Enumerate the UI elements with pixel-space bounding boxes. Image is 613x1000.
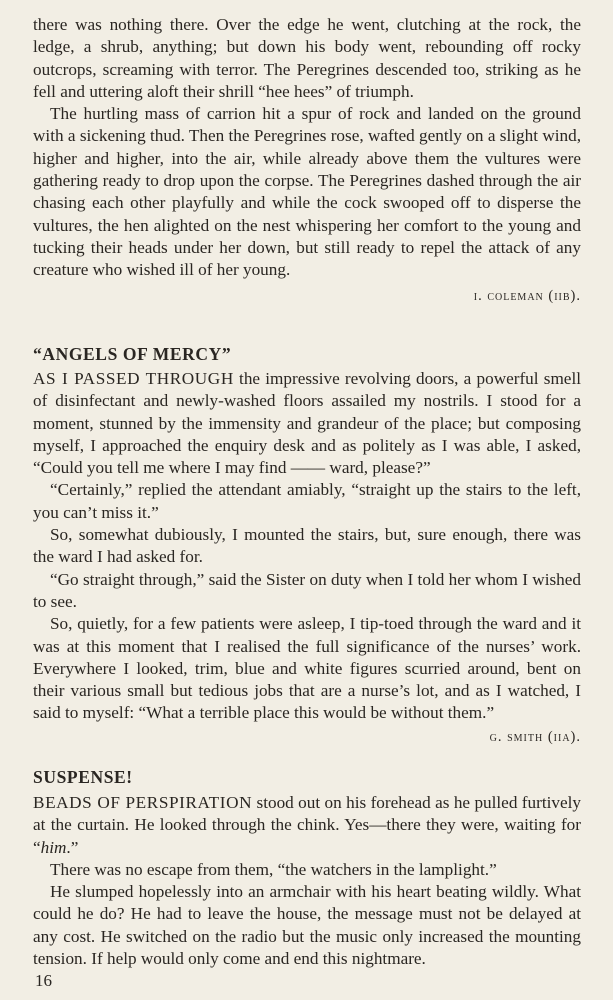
lead-in: AS I PASSED THROUGH — [33, 369, 234, 388]
paragraph: So, somewhat dubiously, I mounted the stairs, but, sure enough, there was the ward I had asked for. — [33, 525, 581, 567]
story-title: “ANGELS OF MERCY” — [33, 344, 232, 364]
paragraph: He slumped hopelessly into an armchair with his heart beating wildly. What could he do? He had to leave the house, the message must not be delayed at any cost. He switched on the radio but the music only increased the mounting tension. If help would only come and end this nightmare. — [33, 882, 581, 969]
paragraph: “Go straight through,” said the Sister on duty when I told her whom I wished to see. — [33, 569, 581, 611]
paragraph: “Certainly,” replied the attendant amiably, “straight up the stairs to the left, you can’t miss it.” — [33, 480, 581, 522]
paragraph-text: .” — [66, 837, 79, 857]
paragraph — [33, 368, 581, 479]
paragraph: there was nothing there. Over the edge he went, clutching at the rock, the ledge, a shrub, anything; but down his body went, rebounding off rocky outcrops, screaming with terror. The Peregrines descended too, striking as he fell and uttering aloft their shrill “hee hees” of triumph. — [33, 15, 581, 101]
paragraph-text: the impressive revolving doors, a powerful smell of disinfectant and newly-washed floors assailed my nostrils. I stood for a moment, stunned by the immensity and grandeur of the place; but composing myself, I approached the enquiry desk and as politely as I was able, I asked, “Could you tell me where I may find —— ward, please?” — [33, 369, 581, 478]
story-peregrines — [33, 14, 581, 282]
lead-in: BEADS OF PERSPIRATION — [33, 793, 253, 812]
byline: g. smith (iia). — [489, 729, 581, 745]
paragraph-text: stood out on his forehead as he pulled furtively at the curtain. He looked through the chink. Yes—there they were, waiting for “ — [33, 793, 581, 857]
paragraph: There was no escape from them, “the watchers in the lamplight.” — [50, 859, 497, 879]
paragraph — [33, 792, 581, 859]
emphasis: him — [40, 837, 67, 857]
story-suspense — [33, 792, 581, 970]
byline: i. coleman (iib). — [473, 288, 581, 304]
paragraph: The hurtling mass of carrion hit a spur of rock and landed on the ground with a sickening thud. Then the Peregrines rose, wafted gently on a slight wind, higher and higher, into the air, while already above them the vultures were gathering ready to drop upon the corpse. The Peregrines dashed through the air chasing each other playfully and while the cock swooped off to disperse the vultures, the hen alighted on the nest whispering her comfort to the young and tucking their heads under her down, but still ready to repel the attack of any creature who wished ill of her young. — [33, 104, 581, 280]
page-number: 16 — [35, 971, 52, 990]
paragraph: So, quietly, for a few patients were asleep, I tip-toed through the ward and it was at this moment that I realised the full significance of the nurses’ work. Everywhere I looked, trim, blue and white figures scurried around, bent on their various small but tedious jobs that are a nurse’s lot, and as I watched, I said to myself: “What a terrible place this would be without them.” — [33, 614, 581, 723]
story-title: SUSPENSE! — [33, 767, 133, 787]
story-angels-of-mercy — [33, 368, 581, 725]
